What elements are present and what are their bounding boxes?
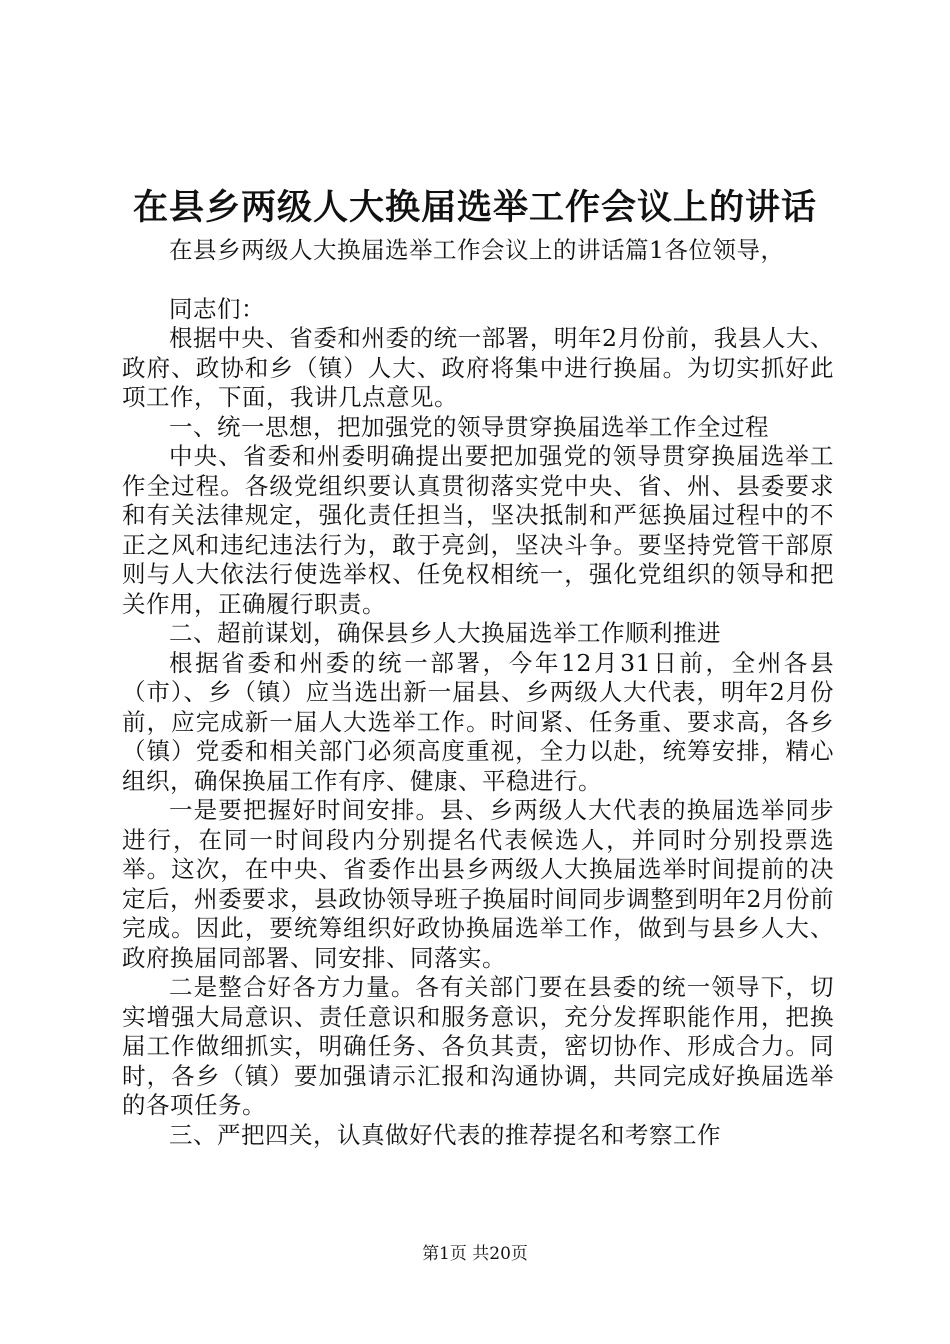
- document-title: 在县乡两级人大换届选举工作会议上的讲话: [132, 187, 817, 228]
- paragraph: 根据省委和州委的统一部署，今年12月31日前，全州各县（市）、乡（镇）应当选出新一届县、乡两级人大代表，明年2月份前，应完成新一届人大选举工作。时间紧、任务重、要求高，各乡（镇）党委和相关部门必须高度重视，全力以赴，统筹安排，精心组织，确保换届工作有序、健康、平稳进行。: [122, 648, 834, 795]
- paragraph: 在县乡两级人大换届选举工作会议上的讲话篇1各位领导，: [169, 236, 785, 264]
- paragraph: 一是要把握好时间安排。县、乡两级人大代表的换届选举同步进行，在同一时间段内分别提名代表候选人，并同时分别投票选举。这次，在中央、省委作出县乡两级人大换届选举时间提前的决定后，州委要求，县政协领导班子换届时间同步调整到明年2月份前完成。因此，要统筹组织好政协换届选举工作，做到与县乡人大、政府换届同部署、同安排、同落实。: [122, 796, 834, 972]
- paragraph: 二是整合好各方力量。各有关部门要在县委的统一领导下，切实增强大局意识、责任意识和服务意识，充分发挥职能作用，把换届工作做细抓实，明确任务、各负其责，密切协作、形成合力。同时，各乡（镇）要加强请示汇报和沟通协调，共同完成好换届选举的各项任务。: [122, 973, 834, 1119]
- section-heading: 一、统一思想，把加强党的领导贯穿换届选举工作全过程: [169, 412, 769, 441]
- paragraph: 中央、省委和州委明确提出要把加强党的领导贯穿换届选举工作全过程。各级党组织要认真贯彻落实党中央、省、州、县委要求和有关法律规定，强化责任担当，坚决抵制和严惩换届过程中的不正之风和违纪违法行为，敢于亮剑，坚决斗争。要坚持党管干部原则与人大依法行使选举权、任免权相统一，强化党组织的领导和把关作用，正确履行职责。: [122, 442, 834, 618]
- paragraph: 根据中央、省委和州委的统一部署，明年2月份前，我县人大、政府、政协和乡（镇）人大、政府将集中进行换届。为切实抓好此项工作，下面，我讲几点意见。: [122, 324, 834, 411]
- section-heading: 二、超前谋划，确保县乡人大换届选举工作顺利推进: [169, 619, 721, 647]
- document-body: [122, 236, 834, 1150]
- paragraph: 同志们：: [169, 294, 265, 323]
- page-number-footer: 第1页 共20页: [422, 1244, 528, 1264]
- section-heading: 三、严把四关，认真做好代表的推荐提名和考察工作: [169, 1120, 721, 1149]
